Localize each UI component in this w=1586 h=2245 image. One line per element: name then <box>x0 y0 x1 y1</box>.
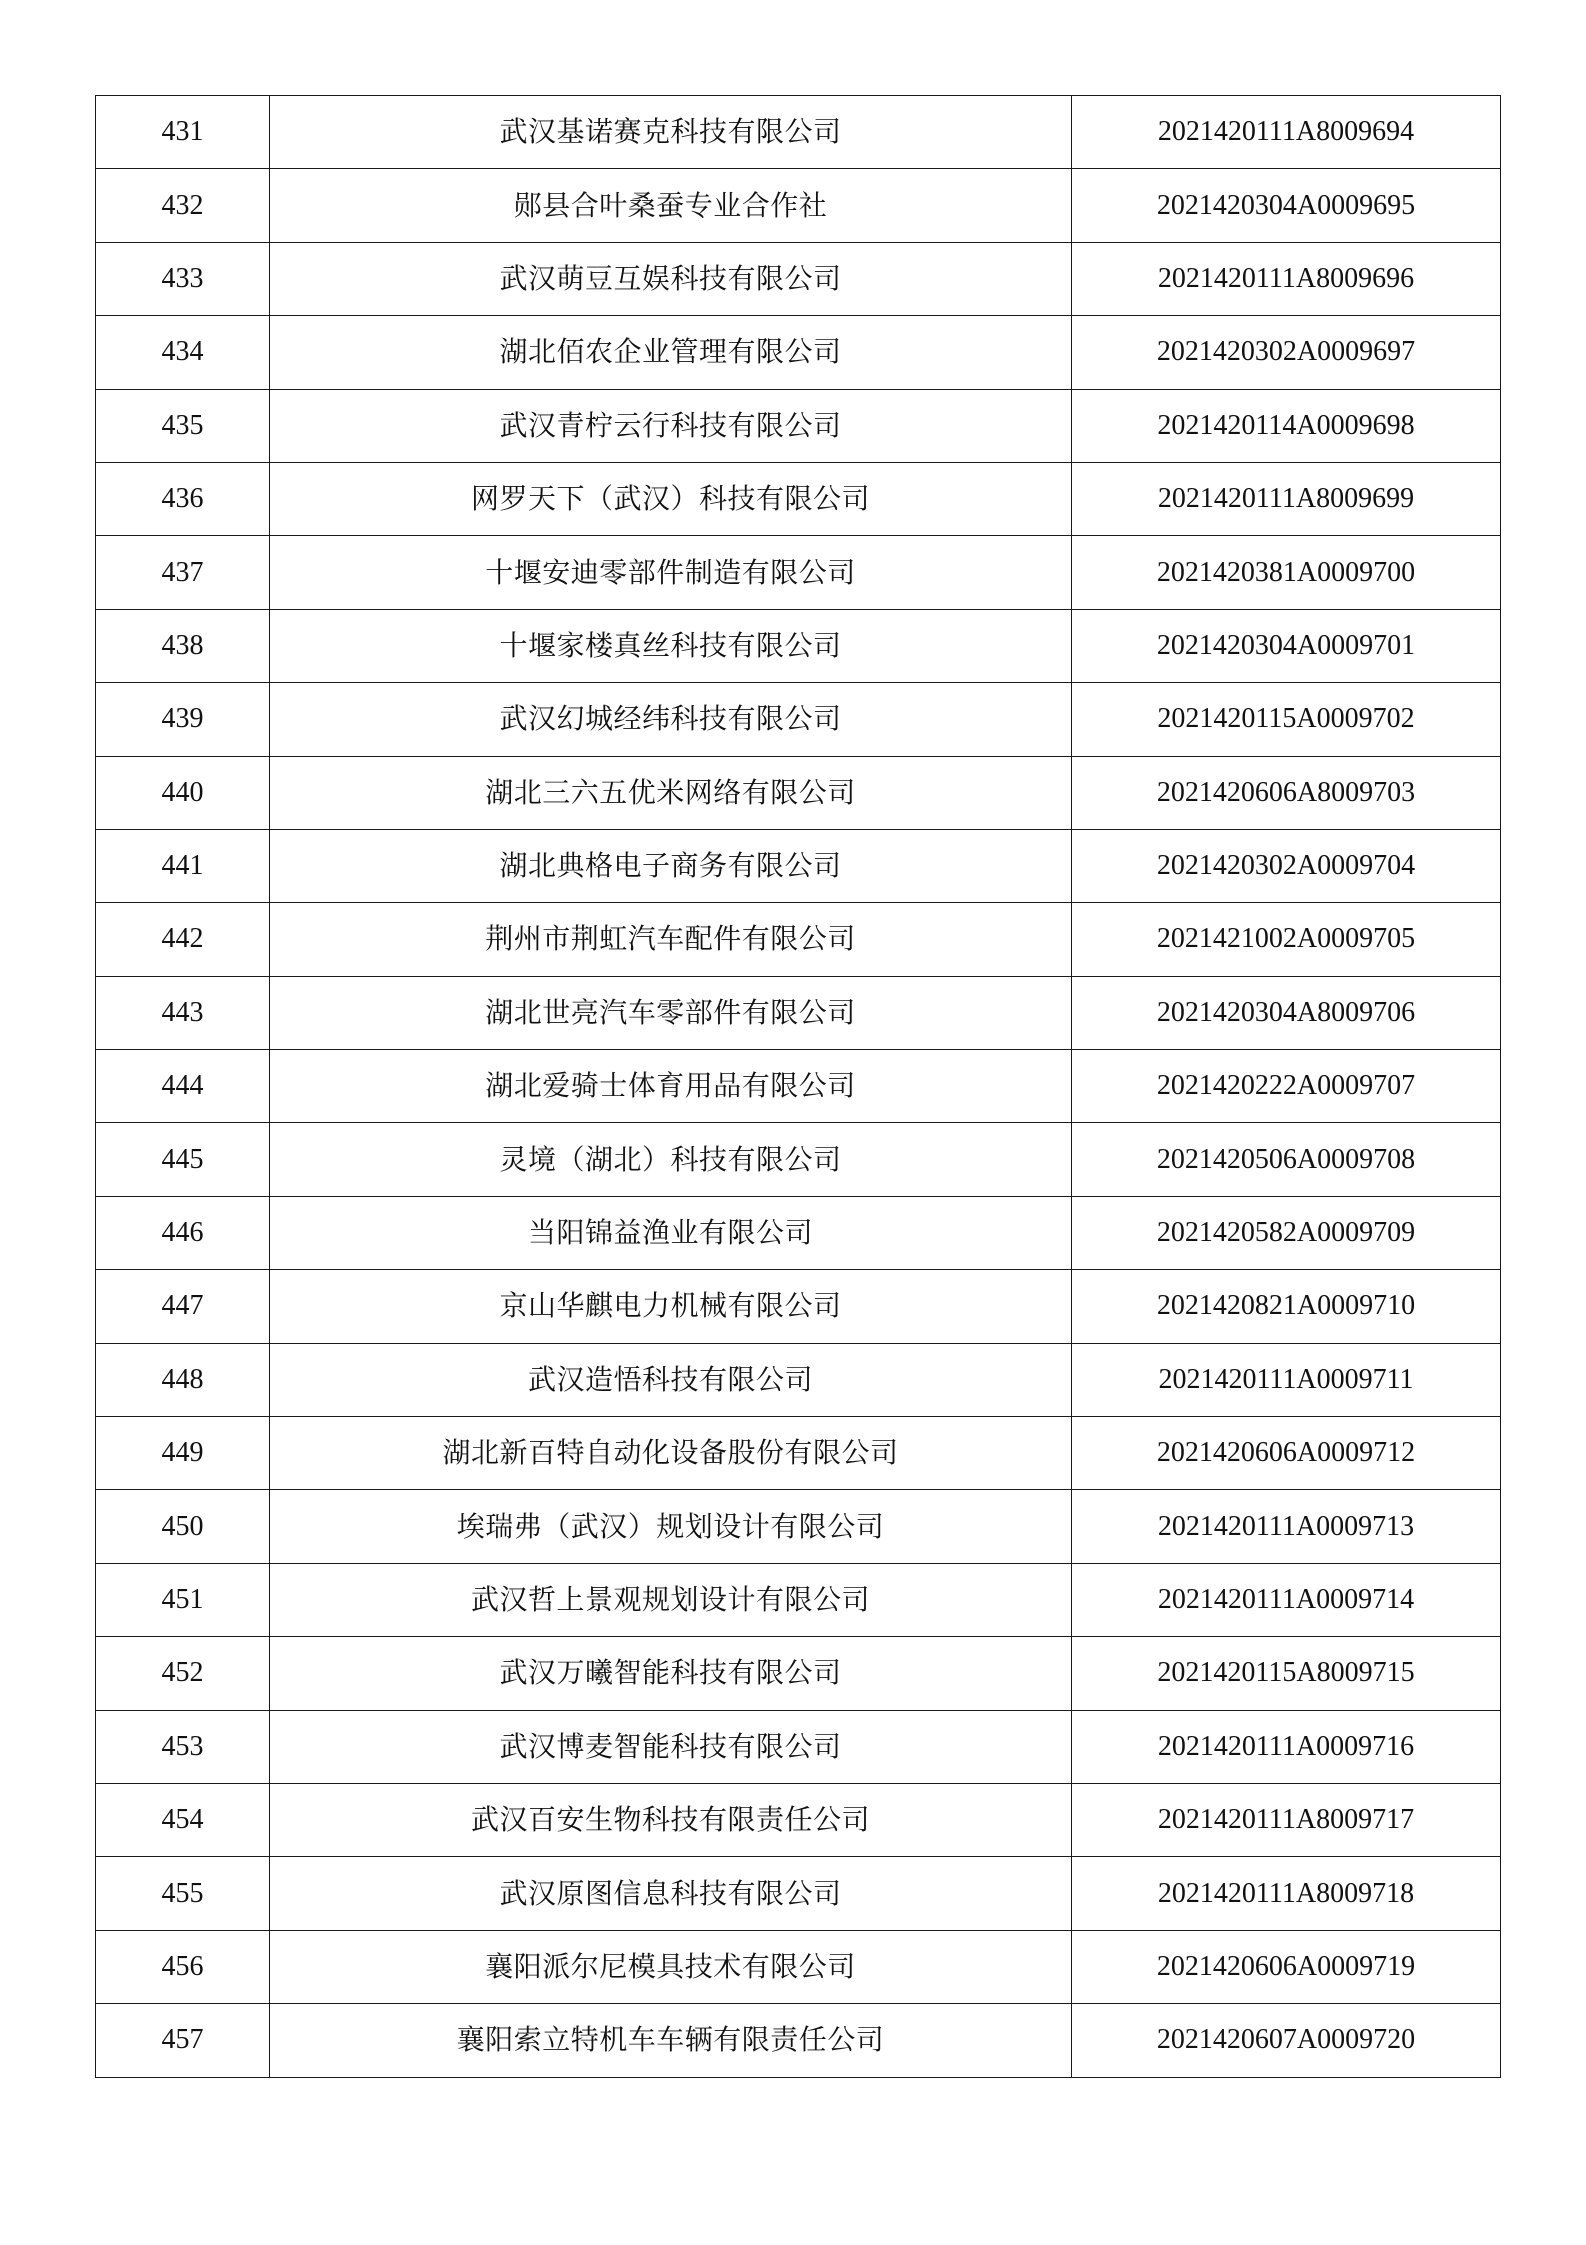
registration-code: 2021420111A8009694 <box>1072 96 1501 169</box>
registration-code: 2021420222A0009707 <box>1072 1050 1501 1123</box>
registration-code: 2021420607A0009720 <box>1072 2004 1501 2077</box>
row-number: 453 <box>96 1710 270 1783</box>
row-number: 457 <box>96 2004 270 2077</box>
company-name: 湖北三六五优米网络有限公司 <box>270 756 1072 829</box>
row-number: 434 <box>96 316 270 389</box>
company-name: 武汉青柠云行科技有限公司 <box>270 389 1072 462</box>
row-number: 438 <box>96 609 270 682</box>
table-row <box>96 829 1501 902</box>
registration-code: 2021420111A0009716 <box>1072 1710 1501 1783</box>
company-registry-table <box>95 95 1501 2078</box>
company-name: 十堰家楼真丝科技有限公司 <box>270 609 1072 682</box>
company-name: 武汉造悟科技有限公司 <box>270 1343 1072 1416</box>
table-row <box>96 1050 1501 1123</box>
company-name: 武汉哲上景观规划设计有限公司 <box>270 1563 1072 1636</box>
company-name: 灵境（湖北）科技有限公司 <box>270 1123 1072 1196</box>
table-row <box>96 1783 1501 1856</box>
table-row <box>96 1343 1501 1416</box>
table-row <box>96 462 1501 535</box>
table-row <box>96 683 1501 756</box>
registration-code: 2021420582A0009709 <box>1072 1196 1501 1269</box>
table-row <box>96 1930 1501 2003</box>
row-number: 456 <box>96 1930 270 2003</box>
table-row <box>96 903 1501 976</box>
row-number: 449 <box>96 1417 270 1490</box>
registration-code: 2021420304A8009706 <box>1072 976 1501 1049</box>
registration-code: 2021420111A8009699 <box>1072 462 1501 535</box>
row-number: 448 <box>96 1343 270 1416</box>
row-number: 437 <box>96 536 270 609</box>
row-number: 440 <box>96 756 270 829</box>
company-name: 湖北新百特自动化设备股份有限公司 <box>270 1417 1072 1490</box>
table-row <box>96 536 1501 609</box>
registration-code: 2021420114A0009698 <box>1072 389 1501 462</box>
table-row <box>96 609 1501 682</box>
registration-code: 2021420111A0009711 <box>1072 1343 1501 1416</box>
row-number: 445 <box>96 1123 270 1196</box>
registration-code: 2021420304A0009695 <box>1072 169 1501 242</box>
row-number: 451 <box>96 1563 270 1636</box>
registration-code: 2021420606A8009703 <box>1072 756 1501 829</box>
table-row <box>96 1196 1501 1269</box>
company-name: 十堰安迪零部件制造有限公司 <box>270 536 1072 609</box>
registration-code: 2021420304A0009701 <box>1072 609 1501 682</box>
row-number: 443 <box>96 976 270 1049</box>
registration-code: 2021420111A0009713 <box>1072 1490 1501 1563</box>
company-name: 郧县合叶桑蚕专业合作社 <box>270 169 1072 242</box>
company-name: 武汉博麦智能科技有限公司 <box>270 1710 1072 1783</box>
row-number: 452 <box>96 1637 270 1710</box>
company-name: 武汉萌豆互娱科技有限公司 <box>270 242 1072 315</box>
company-name: 襄阳派尔尼模具技术有限公司 <box>270 1930 1072 2003</box>
registration-code: 2021420111A8009696 <box>1072 242 1501 315</box>
company-name: 湖北佰农企业管理有限公司 <box>270 316 1072 389</box>
company-name: 湖北典格电子商务有限公司 <box>270 829 1072 902</box>
registration-code: 2021420606A0009712 <box>1072 1417 1501 1490</box>
registration-code: 2021420302A0009704 <box>1072 829 1501 902</box>
table-row <box>96 1123 1501 1196</box>
table-row <box>96 96 1501 169</box>
company-name: 武汉原图信息科技有限公司 <box>270 1857 1072 1930</box>
table-row <box>96 1490 1501 1563</box>
registration-code: 2021420606A0009719 <box>1072 1930 1501 2003</box>
company-name: 京山华麒电力机械有限公司 <box>270 1270 1072 1343</box>
table-row <box>96 2004 1501 2077</box>
company-name: 武汉万曦智能科技有限公司 <box>270 1637 1072 1710</box>
company-name: 武汉百安生物科技有限责任公司 <box>270 1783 1072 1856</box>
company-name: 当阳锦益渔业有限公司 <box>270 1196 1072 1269</box>
registration-code: 2021420821A0009710 <box>1072 1270 1501 1343</box>
registration-code: 2021420302A0009697 <box>1072 316 1501 389</box>
table-row <box>96 242 1501 315</box>
row-number: 446 <box>96 1196 270 1269</box>
row-number: 436 <box>96 462 270 535</box>
company-name: 武汉基诺赛克科技有限公司 <box>270 96 1072 169</box>
company-name: 湖北世亮汽车零部件有限公司 <box>270 976 1072 1049</box>
table-row <box>96 389 1501 462</box>
row-number: 435 <box>96 389 270 462</box>
table-row <box>96 976 1501 1049</box>
registration-code: 2021420115A0009702 <box>1072 683 1501 756</box>
row-number: 431 <box>96 96 270 169</box>
row-number: 442 <box>96 903 270 976</box>
company-name: 埃瑞弗（武汉）规划设计有限公司 <box>270 1490 1072 1563</box>
table-row <box>96 1710 1501 1783</box>
registration-code: 2021420111A8009718 <box>1072 1857 1501 1930</box>
registry-table-body <box>96 96 1501 2078</box>
registration-code: 2021420111A0009714 <box>1072 1563 1501 1636</box>
row-number: 447 <box>96 1270 270 1343</box>
row-number: 432 <box>96 169 270 242</box>
company-name: 网罗天下（武汉）科技有限公司 <box>270 462 1072 535</box>
table-row <box>96 1563 1501 1636</box>
row-number: 433 <box>96 242 270 315</box>
row-number: 450 <box>96 1490 270 1563</box>
company-name: 武汉幻城经纬科技有限公司 <box>270 683 1072 756</box>
company-name: 湖北爱骑士体育用品有限公司 <box>270 1050 1072 1123</box>
registration-code: 2021420111A8009717 <box>1072 1783 1501 1856</box>
company-name: 襄阳索立特机车车辆有限责任公司 <box>270 2004 1072 2077</box>
registration-code: 2021420115A8009715 <box>1072 1637 1501 1710</box>
row-number: 444 <box>96 1050 270 1123</box>
table-row <box>96 756 1501 829</box>
table-row <box>96 1270 1501 1343</box>
row-number: 439 <box>96 683 270 756</box>
registration-code: 2021420506A0009708 <box>1072 1123 1501 1196</box>
table-row <box>96 169 1501 242</box>
row-number: 455 <box>96 1857 270 1930</box>
table-row <box>96 1857 1501 1930</box>
table-row <box>96 1637 1501 1710</box>
company-name: 荆州市荆虹汽车配件有限公司 <box>270 903 1072 976</box>
row-number: 454 <box>96 1783 270 1856</box>
row-number: 441 <box>96 829 270 902</box>
table-row <box>96 316 1501 389</box>
registration-code: 2021421002A0009705 <box>1072 903 1501 976</box>
registration-code: 2021420381A0009700 <box>1072 536 1501 609</box>
table-row <box>96 1417 1501 1490</box>
